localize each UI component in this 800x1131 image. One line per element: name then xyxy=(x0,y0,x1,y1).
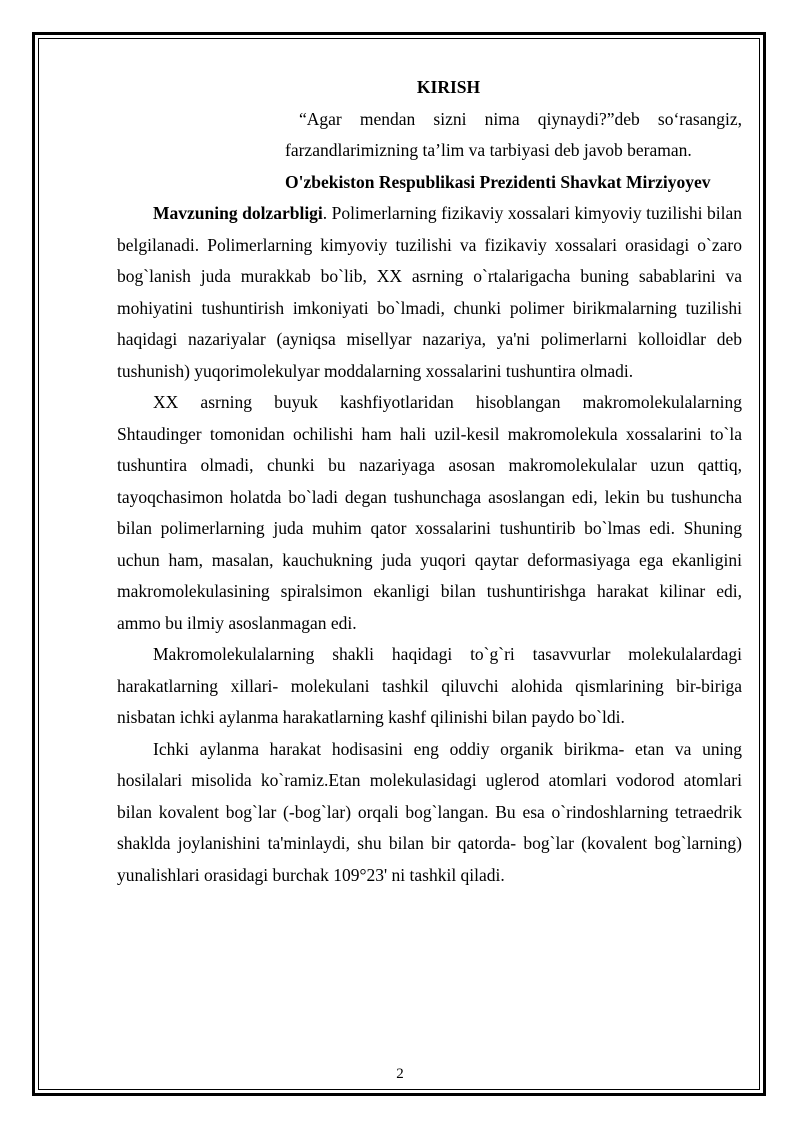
page-number: 2 xyxy=(396,1066,404,1082)
epigraph-author: O'zbekiston Respublikasi Prezidenti Shavkat Mirziyoyev xyxy=(285,171,711,192)
paragraph: XX asrning buyuk kashfiyotlaridan hisoblangan makromolekulalarning Shtaudinger tomonidan ochilishi ham hali uzil-kesil makromolekula xossalarini to`la tushuntira olmadi, chunki bu nazariyaga asosan makromolekulalar uzun qattiq, tayoqchasimon holatda bo`ladi degan tushunchaga asoslangan edi, lekin bu tushuncha bilan polimerlarning juda muhim qator xossalarini tushuntirib bo`lmas edi. Shuning uchun ham, masalan, kauchukning juda yuqori qaytar deformasiyaga ega ekanligini makromolekulasining spiralsimon ekanligi bilan tushuntirishga harakat kilinar edi, ammo bu ilmiy asoslanmagan edi. xyxy=(117,392,742,633)
paragraph-relevance xyxy=(117,198,742,387)
paragraph-text: . Polimerlarning fizikaviy xossalari kimyoviy tuzilishi bilan belgilanadi. Polimerlarning kimyoviy tuzilishi va fizikaviy xossalari orasidagi o`zaro bog`lanish juda murakkab bo`lib, XX asrning o`rtalarigacha buning sabablarini va mohiyatini tushuntirish imkoniyati bo`lmadi, chunki polimer birikmalarning tuzilishi haqidagi nazariyalar (ayniqsa misellyar nazariya, ya'ni polimerlarni kolloidlar deb tushunish) yuqorimolekulyar moddalarning xossalarini tushuntira olmadi. xyxy=(117,203,742,381)
document-body xyxy=(117,72,742,891)
epigraph xyxy=(285,104,742,199)
paragraph: Makromolekulalarning shakli haqidagi to`g`ri tasavvurlar molekulalardagi harakatlarning xillari- molekulani tashkil qiluvchi alohida qismlarining bir-biriga nisbatan ichki aylanma harakatlarning kashf qilinishi bilan paydo bo`ldi. xyxy=(117,644,742,727)
paragraph-lead: Mavzuning dolzarbligi xyxy=(153,203,323,223)
epigraph-quote: “Agar mendan sizni nima qiynaydi?”deb so‘rasangiz, farzandlarimizning ta’lim va tarbiyasi deb javob beraman. xyxy=(285,108,742,160)
page-title: KIRISH xyxy=(416,77,481,97)
paragraph: Ichki aylanma harakat hodisasini eng oddiy organik birikma- etan va uning hosilalari misolida ko`ramiz.Etan molekulasidagi uglerod atomlari vodorod atomlari bilan kovalent bog`lar (-bog`lar) orqali bog`langan. Bu esa o`rindoshlarning tetraedrik shaklda joylanishini ta'minlaydi, shu bilan bir qatorda- bog`lar (kovalent bog`larning) yunalishlari orasidagi burchak 109°23' ni tashkil qiladi. xyxy=(117,738,742,885)
